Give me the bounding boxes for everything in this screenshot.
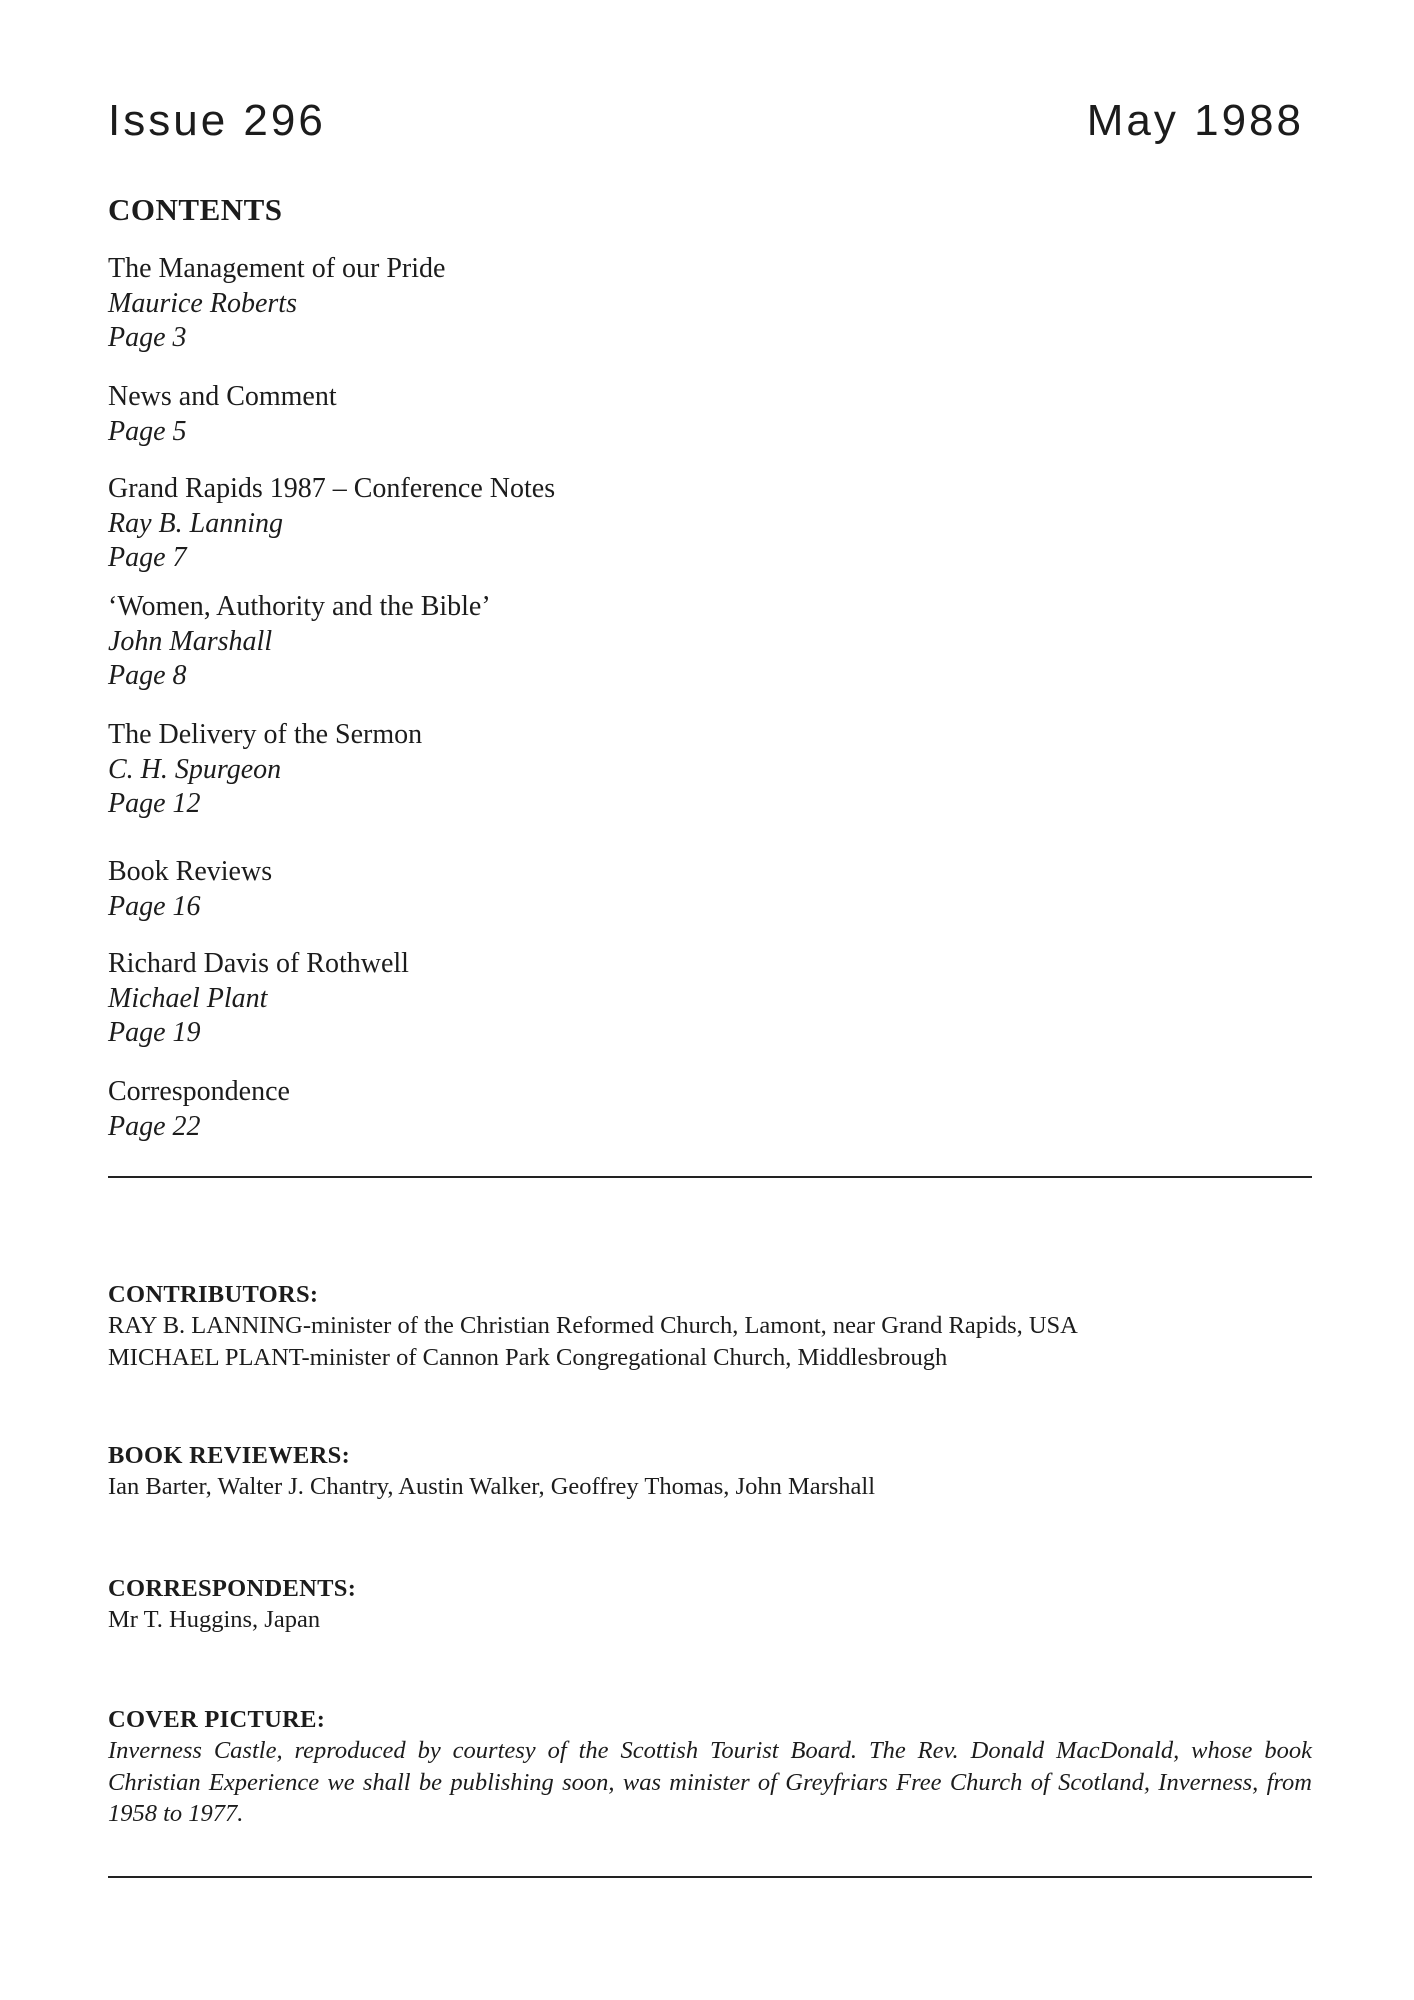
entry-page: Page 19 [108, 1017, 201, 1048]
toc-entry [108, 718, 422, 822]
cover-picture-section [108, 1705, 1312, 1830]
entry-title: Correspondence [108, 1076, 290, 1107]
entry-title: The Delivery of the Sermon [108, 719, 423, 750]
entry-title: ‘Women, Authority and the Bible’ [108, 591, 491, 622]
contributor-line: RAY B. LANNING-minister of the Christian Reformed Church, Lamont, near Grand Rapids, USA [108, 1312, 1078, 1339]
issue-date: May 1988 [1086, 96, 1304, 145]
entry-author: Ray B. Lanning [108, 507, 283, 539]
toc-entry [108, 590, 491, 694]
book-reviewers-list: Ian Barter, Walter J. Chantry, Austin Walker, Geoffrey Thomas, John Marshall [108, 1473, 876, 1500]
entry-page: Page 5 [108, 415, 187, 447]
entry-page: Page 16 [108, 890, 201, 922]
entry-page: Page 3 [108, 322, 187, 353]
book-reviewers-heading: BOOK REVIEWERS: [108, 1442, 351, 1469]
correspondents-heading: CORRESPONDENTS: [108, 1575, 357, 1602]
contributors-heading: CONTRIBUTORS: [108, 1281, 319, 1308]
entry-author: Maurice Roberts [108, 287, 297, 319]
correspondents-section [108, 1574, 1312, 1636]
entry-author: C. H. Spurgeon [108, 753, 282, 785]
entry-title: Book Reviews [108, 856, 273, 887]
toc-entry [108, 855, 272, 924]
entry-page: Page 7 [108, 542, 187, 573]
entry-title: Grand Rapids 1987 – Conference Notes [108, 473, 556, 504]
cover-picture-heading: COVER PICTURE: [108, 1706, 326, 1733]
entry-author: John Marshall [108, 625, 273, 657]
book-reviewers-section [108, 1441, 1312, 1503]
toc-entry [108, 472, 555, 576]
toc-entry [108, 1075, 290, 1144]
entry-title: News and Comment [108, 381, 337, 412]
entry-author: Michael Plant [108, 982, 268, 1014]
divider [108, 1876, 1312, 1878]
entry-page: Page 22 [108, 1110, 201, 1142]
entry-page: Page 12 [108, 788, 201, 819]
contributor-line: MICHAEL PLANT-minister of Cannon Park Congregational Church, Middlesbrough [108, 1343, 948, 1371]
contents-heading: CONTENTS [108, 192, 283, 227]
toc-entry [108, 947, 409, 1051]
toc-entry [108, 252, 445, 356]
entry-page: Page 8 [108, 660, 187, 691]
issue-number: Issue 296 [108, 96, 326, 145]
divider [108, 1176, 1312, 1178]
entry-title: Richard Davis of Rothwell [108, 948, 409, 979]
correspondents-list: Mr T. Huggins, Japan [108, 1606, 321, 1633]
toc-entry [108, 380, 337, 449]
cover-picture-caption: Inverness Castle, reproduced by courtesy of the Scottish Tourist Board. The Rev. Donald MacDonald, whose book Christian Experience we shall be publishing soon, was minister of Greyfriars Free Church of Scotland, Inverness, from 1958 to 1977. [108, 1737, 1312, 1827]
contributors-section [108, 1280, 1312, 1373]
entry-title: The Management of our Pride [108, 253, 446, 284]
